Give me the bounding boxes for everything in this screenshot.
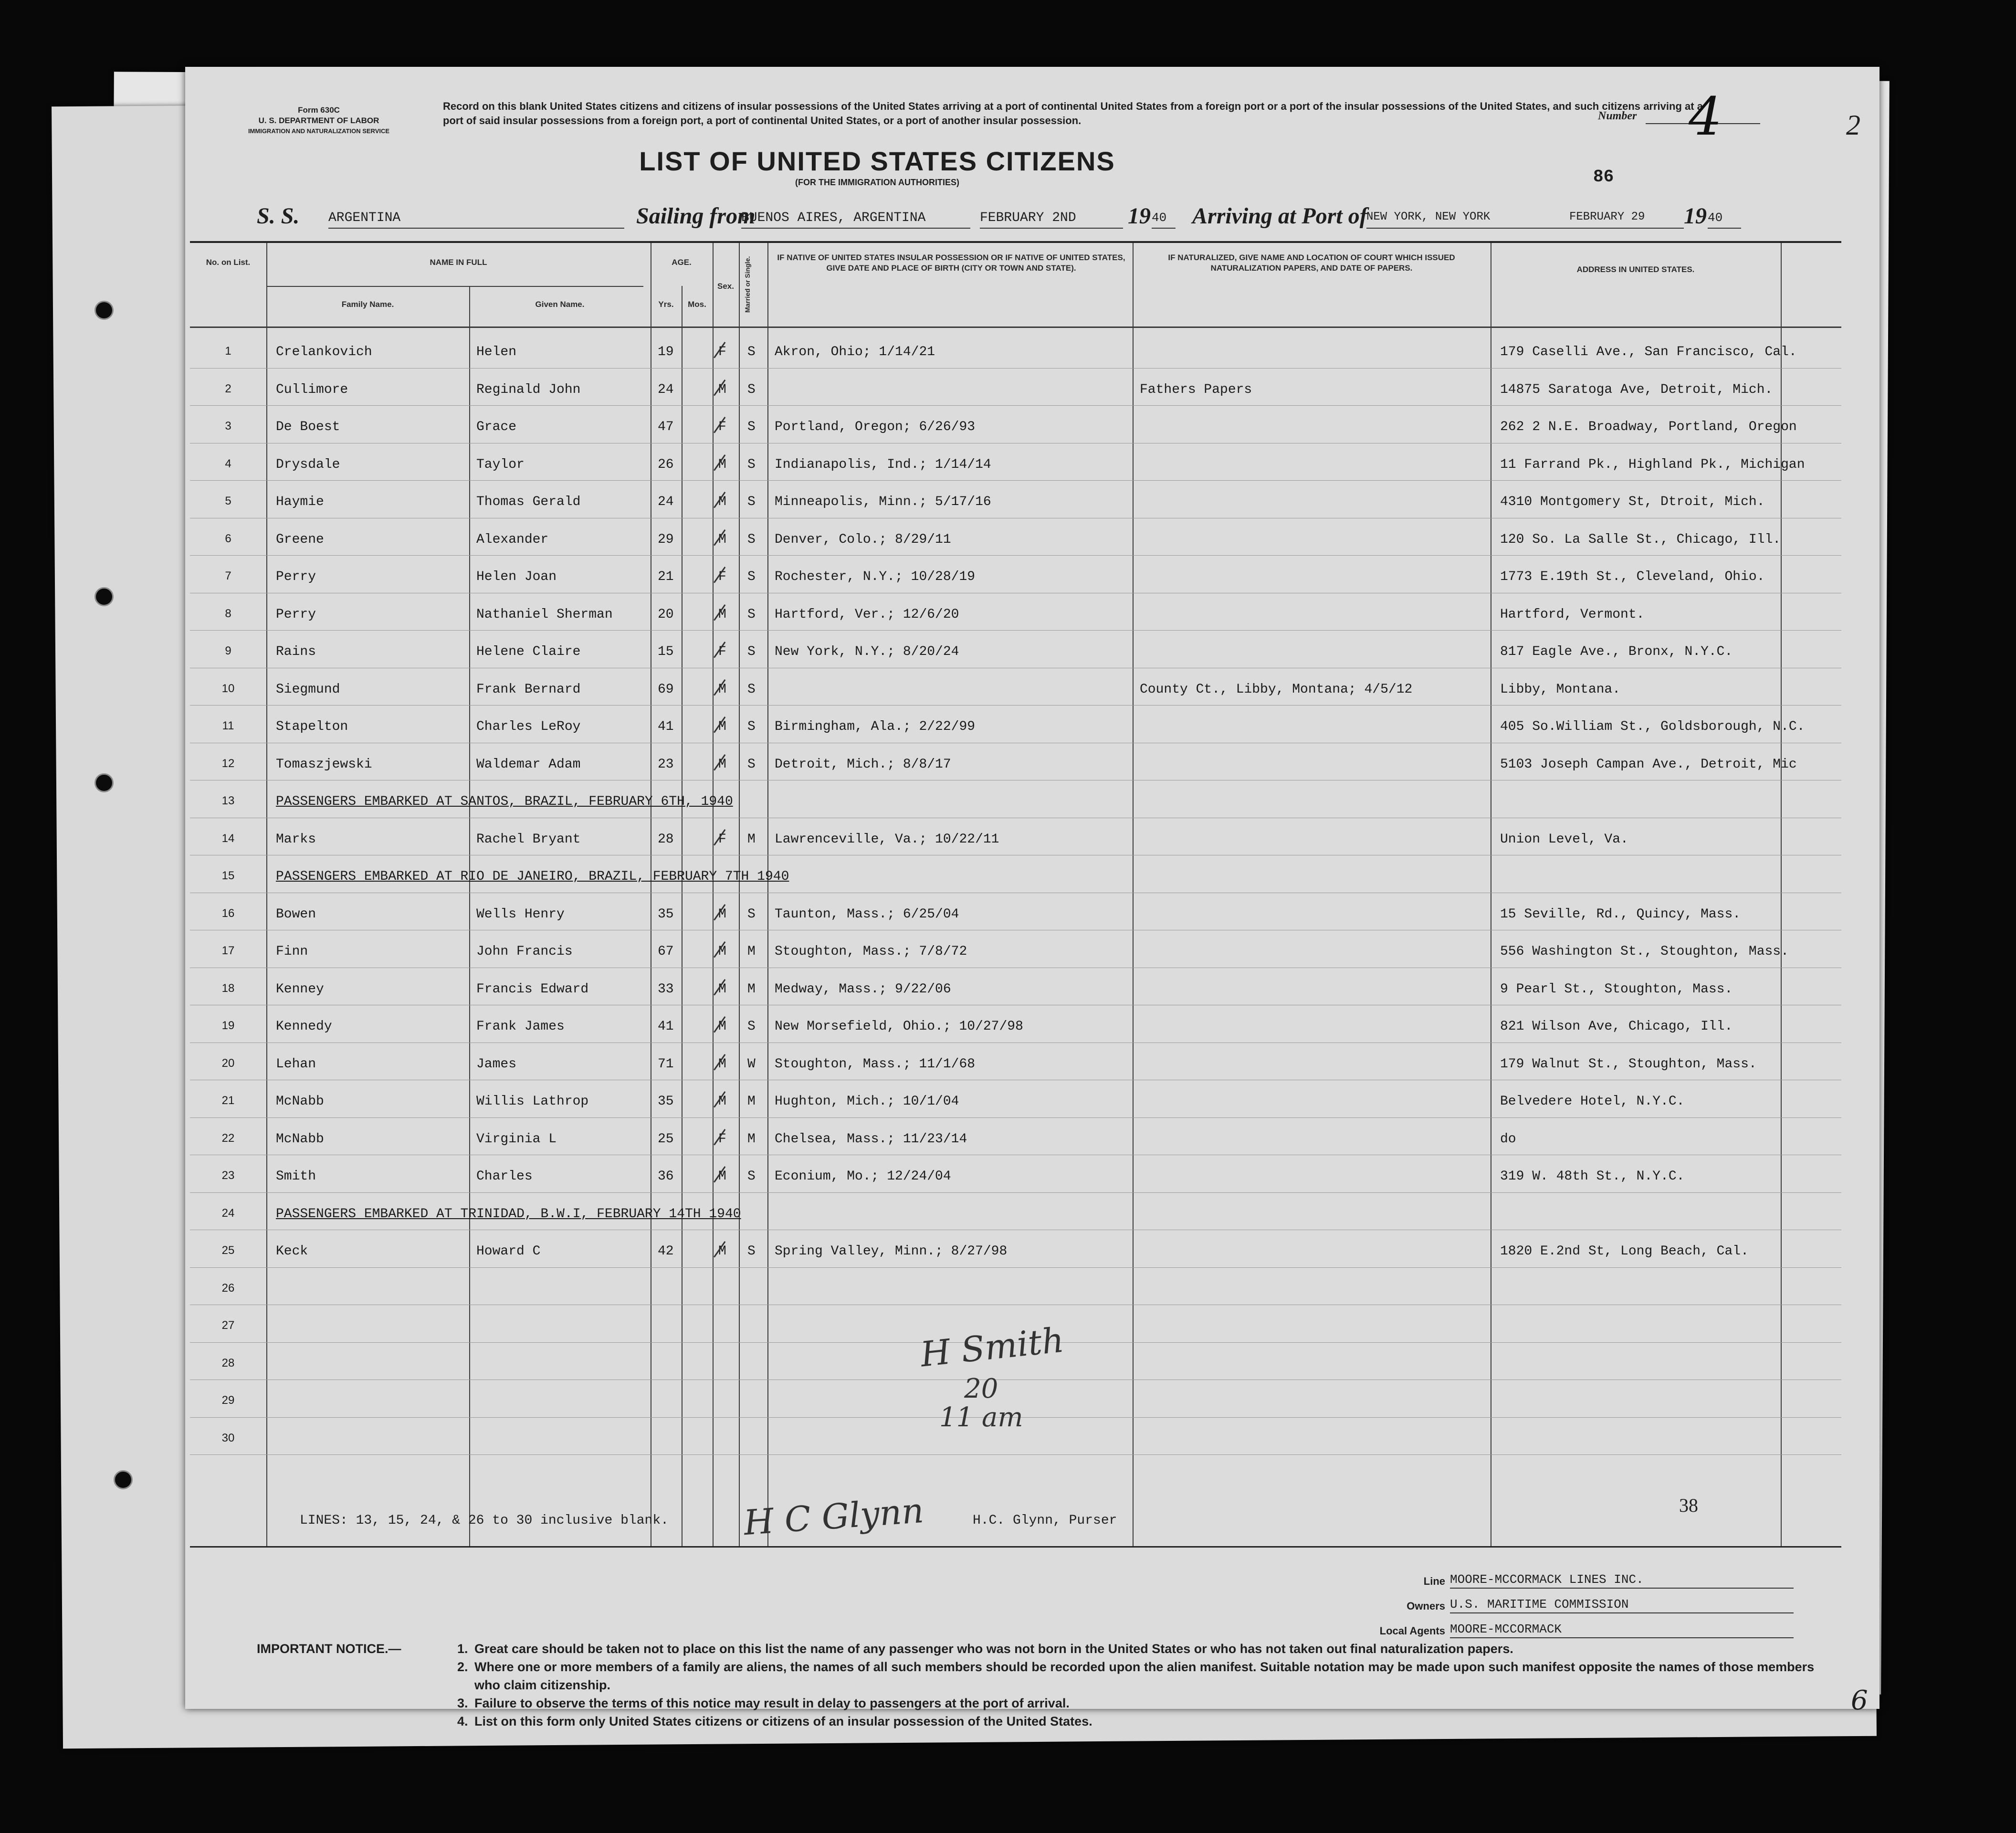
birth-place-date: Medway, Mass.; 9/22/06 <box>775 981 951 997</box>
row-number: 10 <box>221 682 235 695</box>
marital-status: M <box>747 1094 756 1109</box>
table-row <box>190 1193 1841 1231</box>
sex: M <box>718 981 726 997</box>
line-row <box>1364 1570 1865 1595</box>
row-number: 11 <box>222 719 234 732</box>
blank-lines-note: LINES: 13, 15, 24, & 26 to 30 inclusive blank. <box>300 1513 669 1528</box>
given-name: Taylor <box>476 457 525 472</box>
handwritten-time <box>939 1375 1023 1432</box>
table-row <box>190 894 1841 931</box>
sex: M <box>718 457 726 472</box>
table-row <box>190 369 1841 406</box>
given-name: Charles <box>476 1169 533 1184</box>
row-number: 4 <box>225 457 231 470</box>
marital-status: S <box>747 1019 756 1034</box>
sex: M <box>718 1244 726 1259</box>
marital-status: S <box>747 345 756 359</box>
table-row <box>190 1081 1841 1118</box>
table-row <box>190 819 1841 856</box>
us-address: 4310 Montgomery St, Dtroit, Mich. <box>1500 495 1765 509</box>
family-name: McNabb <box>276 1131 324 1147</box>
sex: M <box>718 944 726 959</box>
birth-place-date: Birmingham, Ala.; 2/22/99 <box>775 719 976 734</box>
row-rule <box>190 555 1841 556</box>
table-row <box>190 1156 1841 1193</box>
sex: F <box>718 345 726 359</box>
owners-row <box>1364 1595 1865 1620</box>
punch-hole <box>114 1470 133 1489</box>
row-number: 20 <box>221 1056 235 1070</box>
age-years: 29 <box>658 532 674 547</box>
row-number: 27 <box>221 1319 235 1332</box>
us-address: 11 Farrand Pk., Highland Pk., Michigan <box>1500 457 1805 472</box>
marital-status: S <box>747 906 756 922</box>
sex: M <box>718 1169 726 1184</box>
record-instructions: Record on this blank United States citizens and citizens of insular possessions of the United States arriving at a port of continental United States from a foreign port or a port of the insular possessions of the United States, and such citizens arriving at a port of said insular possessions from a foreign port, a port of continental United States, or a port of another insular possession. <box>443 100 1703 126</box>
family-name: Cullimore <box>276 382 348 397</box>
birth-place-date: Hughton, Mich.; 10/1/04 <box>775 1094 959 1109</box>
row-rule <box>190 1192 1841 1193</box>
us-address: do <box>1500 1131 1516 1147</box>
page-subtitle: (FOR THE IMMIGRATION AUTHORITIES) <box>795 178 959 187</box>
marital-status: S <box>747 420 756 434</box>
marital-status: M <box>747 832 756 847</box>
col-header-sex: Sex. <box>717 282 734 291</box>
row-number: 7 <box>225 569 231 582</box>
list-number: 86 <box>1593 167 1614 187</box>
birth-place-date: Minneapolis, Minn.; 5/17/16 <box>775 495 991 509</box>
family-name: Lehan <box>276 1056 316 1072</box>
notice-item <box>457 1658 1822 1694</box>
row-number: 17 <box>221 944 235 957</box>
ship-name: ARGENTINA <box>328 211 624 229</box>
family-name: Siegmund <box>276 682 340 697</box>
given-name: Howard C <box>476 1244 541 1259</box>
age-years: 20 <box>658 607 674 622</box>
notice-item-number: 3. <box>457 1696 468 1710</box>
sailing-label: Sailing from <box>636 203 756 229</box>
given-name: James <box>476 1056 517 1072</box>
notice-item-number: 2. <box>457 1660 468 1674</box>
sheet-number: 4 <box>1689 86 1722 147</box>
row-number: 28 <box>221 1356 235 1369</box>
family-name: Perry <box>276 607 316 622</box>
sex: M <box>718 532 726 547</box>
row-number: 5 <box>225 495 231 507</box>
age-years: 47 <box>658 420 674 434</box>
family-name: Marks <box>276 832 316 847</box>
row-number: 23 <box>221 1169 235 1182</box>
marital-status: S <box>747 719 756 734</box>
row-number: 19 <box>221 1019 235 1032</box>
table-row <box>190 444 1841 481</box>
family-name: Bowen <box>276 906 316 922</box>
age-years: 24 <box>658 495 674 509</box>
age-years: 24 <box>658 382 674 397</box>
arrival-year: 40 <box>1708 211 1741 229</box>
col-header-mos: Mos. <box>688 300 706 309</box>
marital-status: S <box>747 1244 756 1259</box>
marital-status: S <box>747 757 756 772</box>
family-name: Kennedy <box>276 1019 332 1034</box>
age-years: 36 <box>658 1169 674 1184</box>
row-number: 29 <box>221 1394 235 1407</box>
row-number: 2 <box>225 382 231 395</box>
birth-place-date: Rochester, N.Y.; 10/28/19 <box>775 569 976 584</box>
depart-year: 40 <box>1152 211 1176 229</box>
col-header-age: AGE. <box>672 258 692 267</box>
given-name: Helen <box>476 345 517 359</box>
notice-lead: IMPORTANT NOTICE.— <box>257 1642 401 1656</box>
us-address: 821 Wilson Ave, Chicago, Ill. <box>1500 1019 1733 1034</box>
row-number: 1 <box>225 345 231 358</box>
row-rule <box>190 1454 1841 1455</box>
col-header-address: ADDRESS IN UNITED STATES. <box>1576 265 1695 274</box>
age-years: 69 <box>658 682 674 697</box>
us-address: 556 Washington St., Stoughton, Mass. <box>1500 944 1789 959</box>
age-years: 26 <box>658 457 674 472</box>
given-name: Rachel Bryant <box>476 832 581 847</box>
us-address: 5103 Joseph Campan Ave., Detroit, Mic <box>1500 757 1797 772</box>
birth-place-date: Portland, Oregon; 6/26/93 <box>775 420 976 434</box>
table-row <box>190 406 1841 443</box>
sex: M <box>718 1056 726 1072</box>
sex: M <box>718 757 726 772</box>
marital-status: S <box>747 644 756 659</box>
col-header-married: Married or Single. <box>744 256 751 313</box>
family-name: Smith <box>276 1169 316 1184</box>
us-address: 9 Pearl St., Stoughton, Mass. <box>1500 981 1733 997</box>
age-years: 23 <box>658 757 674 772</box>
given-name: Virginia L <box>476 1131 557 1147</box>
table-row <box>190 331 1841 369</box>
row-number: 24 <box>221 1206 235 1220</box>
sex: M <box>718 906 726 922</box>
punch-hole <box>94 301 114 320</box>
family-name: Kenney <box>276 981 324 997</box>
birth-place-date: Stoughton, Mass.; 7/8/72 <box>775 944 967 959</box>
us-address: 15 Seville, Rd., Quincy, Mass. <box>1500 906 1741 922</box>
marital-status: S <box>747 1169 756 1184</box>
marital-status: S <box>747 682 756 697</box>
row-rule <box>190 705 1841 706</box>
family-name: Tomaszjewski <box>276 757 372 772</box>
notice-items <box>457 1640 1822 1730</box>
sex: M <box>718 1019 726 1034</box>
given-name: Willis Lathrop <box>476 1094 589 1109</box>
arrival-port: NEW YORK, NEW YORK <box>1366 211 1572 229</box>
family-name: Finn <box>276 944 308 959</box>
us-address: Union Level, Va. <box>1500 832 1628 847</box>
service: IMMIGRATION AND NATURALIZATION SERVICE <box>248 127 390 135</box>
family-name: Haymie <box>276 495 324 509</box>
arriving-label: Arriving at Port of <box>1192 203 1367 229</box>
row-number: 12 <box>221 757 235 770</box>
line-info <box>1364 1570 1865 1645</box>
table-row <box>190 519 1841 556</box>
table-row <box>190 594 1841 631</box>
family-name: McNabb <box>276 1094 324 1109</box>
notice-item <box>457 1694 1822 1712</box>
birth-place-date: Stoughton, Mass.; 11/1/68 <box>775 1056 976 1072</box>
us-address: 817 Eagle Ave., Bronx, N.Y.C. <box>1500 644 1733 659</box>
given-name: John Francis <box>476 944 573 959</box>
sex: F <box>718 420 726 434</box>
row-number: 21 <box>221 1094 235 1107</box>
depart-date: FEBRUARY 2ND <box>980 211 1123 229</box>
col-header-given: Given Name. <box>535 300 585 309</box>
age-years: 35 <box>658 1094 674 1109</box>
age-years: 33 <box>658 981 674 997</box>
side-mark: 6 <box>1851 1685 1868 1716</box>
table-row <box>190 556 1841 593</box>
age-years: 21 <box>658 569 674 584</box>
us-address: 405 So.William St., Goldsborough, N.C. <box>1500 719 1805 734</box>
row-number: 13 <box>221 794 235 807</box>
us-address: Hartford, Vermont. <box>1500 607 1645 622</box>
family-name: De Boest <box>276 420 340 434</box>
table-row <box>190 856 1841 893</box>
us-address: Libby, Montana. <box>1500 682 1621 697</box>
arrival-year-prefix: 19 <box>1684 203 1707 229</box>
age-years: 25 <box>658 1131 674 1147</box>
row-rule <box>190 368 1841 369</box>
row-rule <box>190 1117 1841 1118</box>
marital-status: W <box>747 1056 756 1072</box>
row-number: 3 <box>225 420 231 432</box>
depart-year-prefix: 19 <box>1128 203 1151 229</box>
birth-place-date: Akron, Ohio; 1/14/21 <box>775 345 935 359</box>
notice-item-number: 4. <box>457 1714 468 1728</box>
row-number: 30 <box>221 1431 235 1444</box>
given-name: Frank Bernard <box>476 682 581 697</box>
sex: F <box>718 644 726 659</box>
sex: F <box>718 832 726 847</box>
age-years: 71 <box>658 1056 674 1072</box>
age-years: 41 <box>658 1019 674 1034</box>
given-name: Grace <box>476 420 517 434</box>
col-header-no: No. on List. <box>206 258 251 267</box>
age-years: 15 <box>658 644 674 659</box>
table-row <box>190 1118 1841 1156</box>
sex: M <box>718 382 726 397</box>
given-name: Helene Claire <box>476 644 581 659</box>
naturalization: County Ct., Libby, Montana; 4/5/12 <box>1140 682 1413 697</box>
marital-status: S <box>747 457 756 472</box>
given-name: Wells Henry <box>476 906 565 922</box>
family-name: Crelankovich <box>276 345 372 359</box>
given-name: Waldemar Adam <box>476 757 581 772</box>
row-number: 16 <box>221 906 235 920</box>
owners-value: U.S. MARITIME COMMISSION <box>1450 1597 1794 1613</box>
notice-item-text: Failure to observe the terms of this notice may result in delay to passengers at the port of arrival. <box>474 1696 1070 1710</box>
birth-place-date: New York, N.Y.; 8/20/24 <box>775 644 959 659</box>
us-address: 179 Caselli Ave., San Francisco, Cal. <box>1500 345 1797 359</box>
table-row <box>190 1231 1841 1268</box>
header-bottom-rule <box>190 327 1841 328</box>
sex: M <box>718 495 726 509</box>
purser-signature: H C Glynn <box>742 1490 925 1543</box>
table-row <box>190 744 1841 781</box>
row-number: 15 <box>221 869 235 882</box>
family-name: Keck <box>276 1244 308 1259</box>
row-number: 18 <box>221 981 235 995</box>
line-label: Line <box>1423 1575 1445 1587</box>
passenger-count: 38 <box>1679 1495 1698 1516</box>
number-label: Number <box>1598 110 1637 122</box>
table-row <box>190 969 1841 1006</box>
sex: M <box>718 607 726 622</box>
form-number: Form 630C <box>298 105 340 115</box>
marital-status: S <box>747 495 756 509</box>
age-years: 67 <box>658 944 674 959</box>
row-number: 6 <box>225 532 231 545</box>
table-row <box>190 706 1841 743</box>
notice-item <box>457 1712 1822 1730</box>
given-name: Francis Edward <box>476 981 589 997</box>
time-hour: 11 am <box>939 1402 1023 1433</box>
table-row <box>190 1043 1841 1081</box>
family-name: Greene <box>276 532 324 547</box>
marital-status: M <box>747 1131 756 1147</box>
marital-status: S <box>747 569 756 584</box>
row-number: 22 <box>221 1131 235 1145</box>
age-years: 28 <box>658 832 674 847</box>
embarkation-banner: PASSENGERS EMBARKED AT RIO DE JANEIRO, BRAZIL, FEBRUARY 7TH 1940 <box>276 869 789 884</box>
age-years: 41 <box>658 719 674 734</box>
given-name: Alexander <box>476 532 549 547</box>
family-name: Stapelton <box>276 719 348 734</box>
row-rule <box>190 630 1841 631</box>
us-address: 14875 Saratoga Ave, Detroit, Mich. <box>1500 382 1773 397</box>
birth-place-date: Econium, Mo.; 12/24/04 <box>775 1169 951 1184</box>
line-value: MOORE-MCCORMACK LINES INC. <box>1450 1572 1794 1589</box>
sex: F <box>718 569 726 584</box>
notice-item-text: Great care should be taken not to place on this list the name of any passenger who was not born in the United States or who has not taken out final naturalization papers. <box>474 1642 1513 1656</box>
notice-item <box>457 1640 1822 1658</box>
notice-item-text: List on this form only United States citizens or citizens of an insular possession of the United States. <box>474 1714 1092 1728</box>
col-header-naturalized: IF NATURALIZED, GIVE NAME AND LOCATION OF COURT WHICH ISSUED NATURALIZATION PAPERS, AND DATE OF PAPERS. <box>1168 253 1455 273</box>
sex: M <box>718 1094 726 1109</box>
birth-place-date: Chelsea, Mass.; 11/23/14 <box>775 1131 967 1147</box>
form-identifier <box>219 105 419 137</box>
age-years: 42 <box>658 1244 674 1259</box>
col-header-yrs: Yrs. <box>658 300 674 309</box>
purser-name: H.C. Glynn, Purser <box>973 1513 1117 1528</box>
agents-value: MOORE-MCCORMACK <box>1450 1622 1794 1638</box>
time-minutes: 20 <box>964 1373 998 1404</box>
age-years: 35 <box>658 906 674 922</box>
col-header-name: NAME IN FULL <box>430 258 487 267</box>
table-row <box>190 1268 1841 1306</box>
given-name: Thomas Gerald <box>476 495 581 509</box>
table-row <box>190 931 1841 968</box>
marital-status: S <box>747 382 756 397</box>
birth-place-date: New Morsefield, Ohio.; 10/27/98 <box>775 1019 1023 1034</box>
us-address: 1773 E.19th St., Cleveland, Ohio. <box>1500 569 1765 584</box>
sailing-from: BUENOS AIRES, ARGENTINA <box>741 211 970 229</box>
voyage-line <box>185 203 1880 232</box>
us-address: 262 2 N.E. Broadway, Portland, Oregon <box>1500 420 1797 434</box>
row-rule <box>190 480 1841 481</box>
birth-place-date: Hartford, Ver.; 12/6/20 <box>775 607 959 622</box>
row-number: 14 <box>221 832 235 845</box>
handwritten-initials: H Smith <box>918 1319 1066 1375</box>
naturalization: Fathers Papers <box>1140 382 1252 397</box>
sex: M <box>718 719 726 734</box>
family-name: Perry <box>276 569 316 584</box>
notice-item-text: Where one or more members of a family are aliens, the names of all such members should be recorded upon the alien manifest. Suitable notation may be made upon such manifest opposite the names of those members who claim citizenship. <box>474 1660 1815 1692</box>
corner-mark: 2 <box>1846 109 1860 141</box>
owners-label: Owners <box>1407 1600 1445 1612</box>
birth-place-date: Taunton, Mass.; 6/25/04 <box>775 906 959 922</box>
marital-status: S <box>747 532 756 547</box>
row-number: 8 <box>225 607 231 620</box>
birth-place-date: Detroit, Mich.; 8/8/17 <box>775 757 951 772</box>
ss-label: S. S. <box>257 203 300 229</box>
embarkation-banner: PASSENGERS EMBARKED AT TRINIDAD, B.W.I, FEBRUARY 14TH 1940 <box>276 1206 741 1222</box>
birth-place-date: Denver, Colo.; 8/29/11 <box>775 532 951 547</box>
col-header-family: Family Name. <box>341 300 394 309</box>
header-divider <box>266 286 643 287</box>
given-name: Helen Joan <box>476 569 557 584</box>
arrival-date: FEBRUARY 29 <box>1569 211 1684 229</box>
given-name: Charles LeRoy <box>476 719 581 734</box>
us-address: 120 So. La Salle St., Chicago, Ill. <box>1500 532 1781 547</box>
age-years: 19 <box>658 345 674 359</box>
marital-status: M <box>747 944 756 959</box>
us-address: 319 W. 48th St., N.Y.C. <box>1500 1169 1685 1184</box>
birth-place-date: Spring Valley, Minn.; 8/27/98 <box>775 1244 1008 1259</box>
us-address: 179 Walnut St., Stoughton, Mass. <box>1500 1056 1757 1072</box>
given-name: Nathaniel Sherman <box>476 607 613 622</box>
sex: F <box>718 1131 726 1147</box>
table-row <box>190 1006 1841 1043</box>
punch-hole <box>94 773 114 792</box>
embarkation-banner: PASSENGERS EMBARKED AT SANTOS, BRAZIL, FEBRUARY 6TH, 1940 <box>276 794 733 809</box>
row-number: 25 <box>221 1244 235 1257</box>
table-row <box>190 481 1841 518</box>
birth-place-date: Indianapolis, Ind.; 1/14/14 <box>775 457 991 472</box>
row-number: 26 <box>221 1281 235 1295</box>
table-row <box>190 781 1841 818</box>
us-address: 1820 E.2nd St, Long Beach, Cal. <box>1500 1244 1749 1259</box>
row-rule <box>190 1267 1841 1268</box>
given-name: Frank James <box>476 1019 565 1034</box>
notice-item-number: 1. <box>457 1642 468 1656</box>
given-name: Reginald John <box>476 382 581 397</box>
marital-status: S <box>747 607 756 622</box>
us-address: Belvedere Hotel, N.Y.C. <box>1500 1094 1685 1109</box>
row-rule <box>190 405 1841 406</box>
col-header-birth: IF NATIVE OF UNITED STATES INSULAR POSSESSION OR IF NATIVE OF UNITED STATES, GIVE DATE AND PLACE OF BIRTH (CITY OR TOWN AND STATE). <box>777 253 1125 273</box>
family-name: Rains <box>276 644 316 659</box>
page-title: LIST OF UNITED STATES CITIZENS <box>639 146 1115 176</box>
marital-status: M <box>747 981 756 997</box>
sex: M <box>718 682 726 697</box>
punch-hole <box>94 587 114 606</box>
birth-place-date: Lawrenceville, Va.; 10/22/11 <box>775 832 999 847</box>
family-name: Drysdale <box>276 457 340 472</box>
table-row <box>190 669 1841 706</box>
manifest-page <box>185 67 1880 1728</box>
table-row <box>190 631 1841 668</box>
row-number: 9 <box>225 644 231 657</box>
department: U. S. DEPARTMENT OF LABOR <box>258 116 379 125</box>
agents-label: Local Agents <box>1379 1625 1445 1637</box>
